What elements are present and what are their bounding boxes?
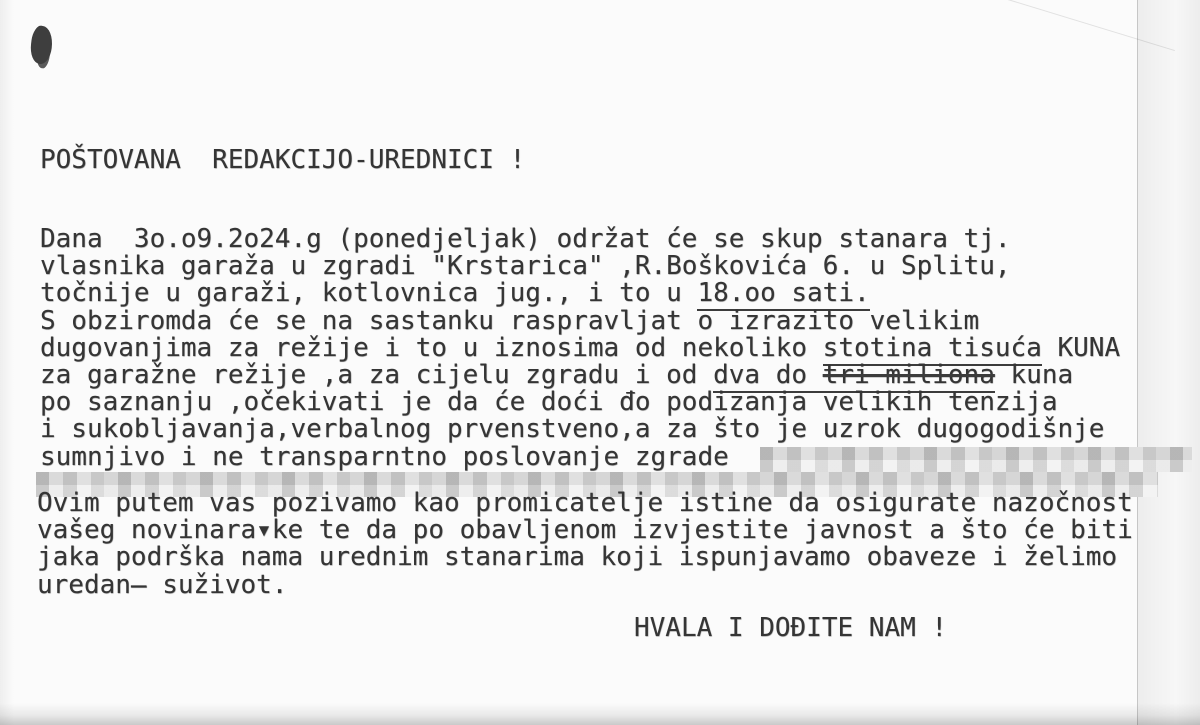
paragraph-meeting-details xyxy=(40,226,1120,471)
underlined-struck-three-million: tri miliona xyxy=(823,360,995,393)
underlined-amount-hundreds-thousands: stotina tisuća xyxy=(823,333,1042,366)
p1-line-5-tail: KUNA xyxy=(1041,332,1121,363)
scan-bottom-edge-shadow xyxy=(0,703,1200,725)
underlined-meeting-time: 18.oo sati. xyxy=(697,278,869,311)
p1-line-1: Dana 3o.o9.2o24.g (ponedjeljak) održat će se skup stanara tj. xyxy=(40,224,1011,254)
p1-line-8: i sukobljavanja,verbalnog prvenstveno,a za što je uzrok dugogodišnje xyxy=(40,414,1105,445)
underlined-amount-two-to: dva do xyxy=(713,360,823,393)
p2-line-2: vašeg novinara▾ke te da po obavljenom izvjestite javnost a što će biti xyxy=(37,515,1133,546)
p2-line-1: Ovim putem vas pozivamo kao promicatelje istine da osigurate nazočnost xyxy=(37,488,1133,518)
paper-fold-right-edge xyxy=(1137,0,1200,725)
p1-line-5 xyxy=(40,332,1121,363)
p1-line-3-text: točnije u garaži, kotlovnica jug., i to u xyxy=(40,278,698,309)
p1-line-3 xyxy=(40,280,1120,307)
redacted-text-inline xyxy=(760,447,1192,472)
p1-line-4: S obziromda će se na sastanku raspravljat o izrazito velikim xyxy=(40,305,980,336)
p1-line-5-text: dugovanjima za režije i to u iznosima od nekoliko xyxy=(40,332,823,363)
ink-smudge-mark xyxy=(29,25,54,65)
p1-line-7: po saznanju ,očekivati je da će doći đo podizanja velikih tenzija xyxy=(40,387,1058,418)
p1-line-6-tail: kuna xyxy=(994,360,1074,391)
paragraph-invitation xyxy=(37,490,1133,599)
p2-line-3: jaka podrška nama urednim stanarima koji ispunjavamo obaveze i želimo xyxy=(37,542,1118,573)
p1-line-6 xyxy=(40,362,1120,389)
scan-left-edge-shadow xyxy=(0,0,14,725)
salutation-line: POŠTOVANA REDAKCIJO-UREDNICI ! xyxy=(40,145,526,175)
p1-line-6-text: za garažne režije ,a za cijelu zgradu i od xyxy=(40,360,714,391)
p2-line-4: uredan̶ suživot. xyxy=(37,569,288,600)
closing-line: HVALA I DOĐITE NAM ! xyxy=(634,613,948,643)
p1-line-9: sumnjivo i ne transparntno poslovanje zgrade xyxy=(40,441,729,472)
p1-line-2: vlasnika garaža u zgradi "Krstarica" ,R.Boškovića 6. u Splitu, xyxy=(40,251,1011,282)
